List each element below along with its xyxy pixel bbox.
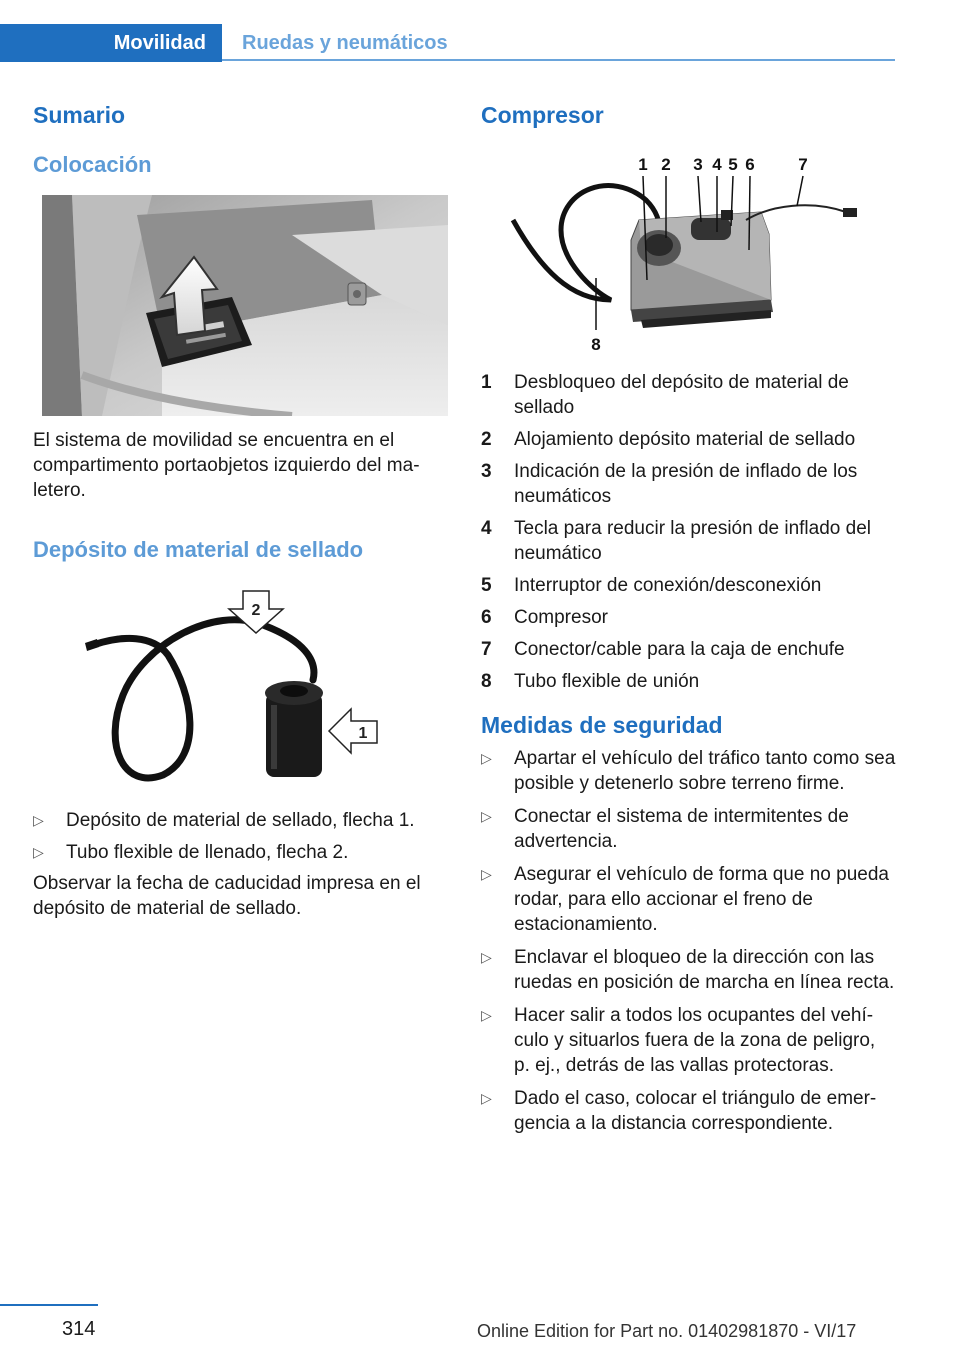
placement-description: El sistema de movilidad se encuentra en el compartimento portaobjetos izquierdo del maletero. (33, 430, 420, 501)
figure-label-1: 1 (358, 725, 368, 742)
list-item: 4 Tecla para reducir la presión de inflado del neumático (481, 518, 871, 564)
compressor-parts-list (481, 370, 896, 694)
subtitle-deposito: Depósito de material de sellado (33, 537, 364, 562)
deposit-bullets (33, 808, 448, 865)
list-item: ▷ Dado el caso, colocar el triángulo de emergencia a la distancia correspondiente. (481, 1088, 877, 1134)
page-number: 314 (62, 1318, 96, 1340)
figure-label-7: 7 (798, 155, 808, 174)
list-item: ▷ Hacer salir a todos los ocupantes del vehículo y situarlos fuera de la zona de peligro, p. ej., detrás de las vallas protectoras. (481, 1005, 876, 1076)
list-item: ▷ Enclavar el bloqueo de la dirección con las ruedas en posición de marcha en línea recta. (481, 947, 895, 993)
list-item: ▷ Conectar el sistema de intermitentes de advertencia. (481, 806, 849, 852)
right-column (481, 98, 896, 1136)
tab-ruedas-neumaticos[interactable]: Ruedas y neumáticos (242, 32, 448, 54)
list-item: 3 Indicación de la presión de inflado de los neumáticos (481, 461, 858, 507)
page-header (0, 24, 895, 62)
list-item: 5 Interruptor de conexión/desconexión (481, 575, 822, 596)
expiry-note: Observar la fecha de caducidad impresa en el depósito de material de sellado. (33, 873, 421, 919)
figure-label-6: 6 (745, 155, 755, 174)
tab-movilidad[interactable]: Movilidad (0, 24, 222, 62)
sealant-container-figure (33, 585, 448, 800)
triangle-bullet-icon: ▷ (33, 812, 44, 828)
list-item: ▷ Depósito de material de sellado, flecha 1. (33, 810, 415, 831)
figure-label-4: 4 (712, 155, 722, 174)
list-item: 2 Alojamiento depósito material de sellado (481, 429, 856, 450)
figure-label-2: 2 (661, 155, 671, 174)
list-item: 6 Compresor (481, 607, 608, 628)
list-item: ▷ Tubo flexible de llenado, flecha 2. (33, 842, 349, 863)
list-item: ▷ Apartar el vehículo del tráfico tanto como sea posible y detenerlo sobre terreno firme. (481, 748, 896, 794)
triangle-bullet-icon: ▷ (481, 866, 492, 882)
edition-footer: Online Edition for Part no. 01402981870 - VI/17 (477, 1321, 857, 1341)
left-column (33, 98, 448, 921)
header-divider (222, 59, 895, 61)
triangle-bullet-icon: ▷ (481, 750, 492, 766)
safety-bullets (481, 746, 896, 1136)
compressor-figure (481, 150, 896, 358)
section-title-compresor: Compresor (481, 102, 604, 128)
figure-label-3: 3 (693, 155, 703, 174)
figure-label-5: 5 (728, 155, 738, 174)
triangle-bullet-icon: ▷ (481, 1007, 492, 1023)
triangle-bullet-icon: ▷ (481, 1090, 492, 1106)
section-title-sumario: Sumario (33, 102, 126, 128)
section-title-seguridad: Medidas de seguridad (481, 712, 723, 738)
page-number-rule (0, 1304, 98, 1306)
figure-label-2: 2 (251, 602, 261, 619)
triangle-bullet-icon: ▷ (481, 949, 492, 965)
list-item: 8 Tubo flexible de unión (481, 671, 700, 692)
subtitle-colocacion: Colocación (33, 152, 152, 177)
triangle-bullet-icon: ▷ (481, 808, 492, 824)
list-item: 7 Conector/cable para la caja de enchufe (481, 639, 845, 660)
triangle-bullet-icon: ▷ (33, 844, 44, 860)
figure-label-8: 8 (591, 335, 601, 354)
list-item: ▷ Asegurar el vehículo de forma que no pueda rodar, para ello accionar el freno de estacionamiento. (481, 864, 889, 935)
figure-label-1: 1 (638, 155, 648, 174)
trunk-photo (42, 195, 448, 416)
list-item: 1 Desbloqueo del depósito de material de sellado (481, 372, 849, 418)
